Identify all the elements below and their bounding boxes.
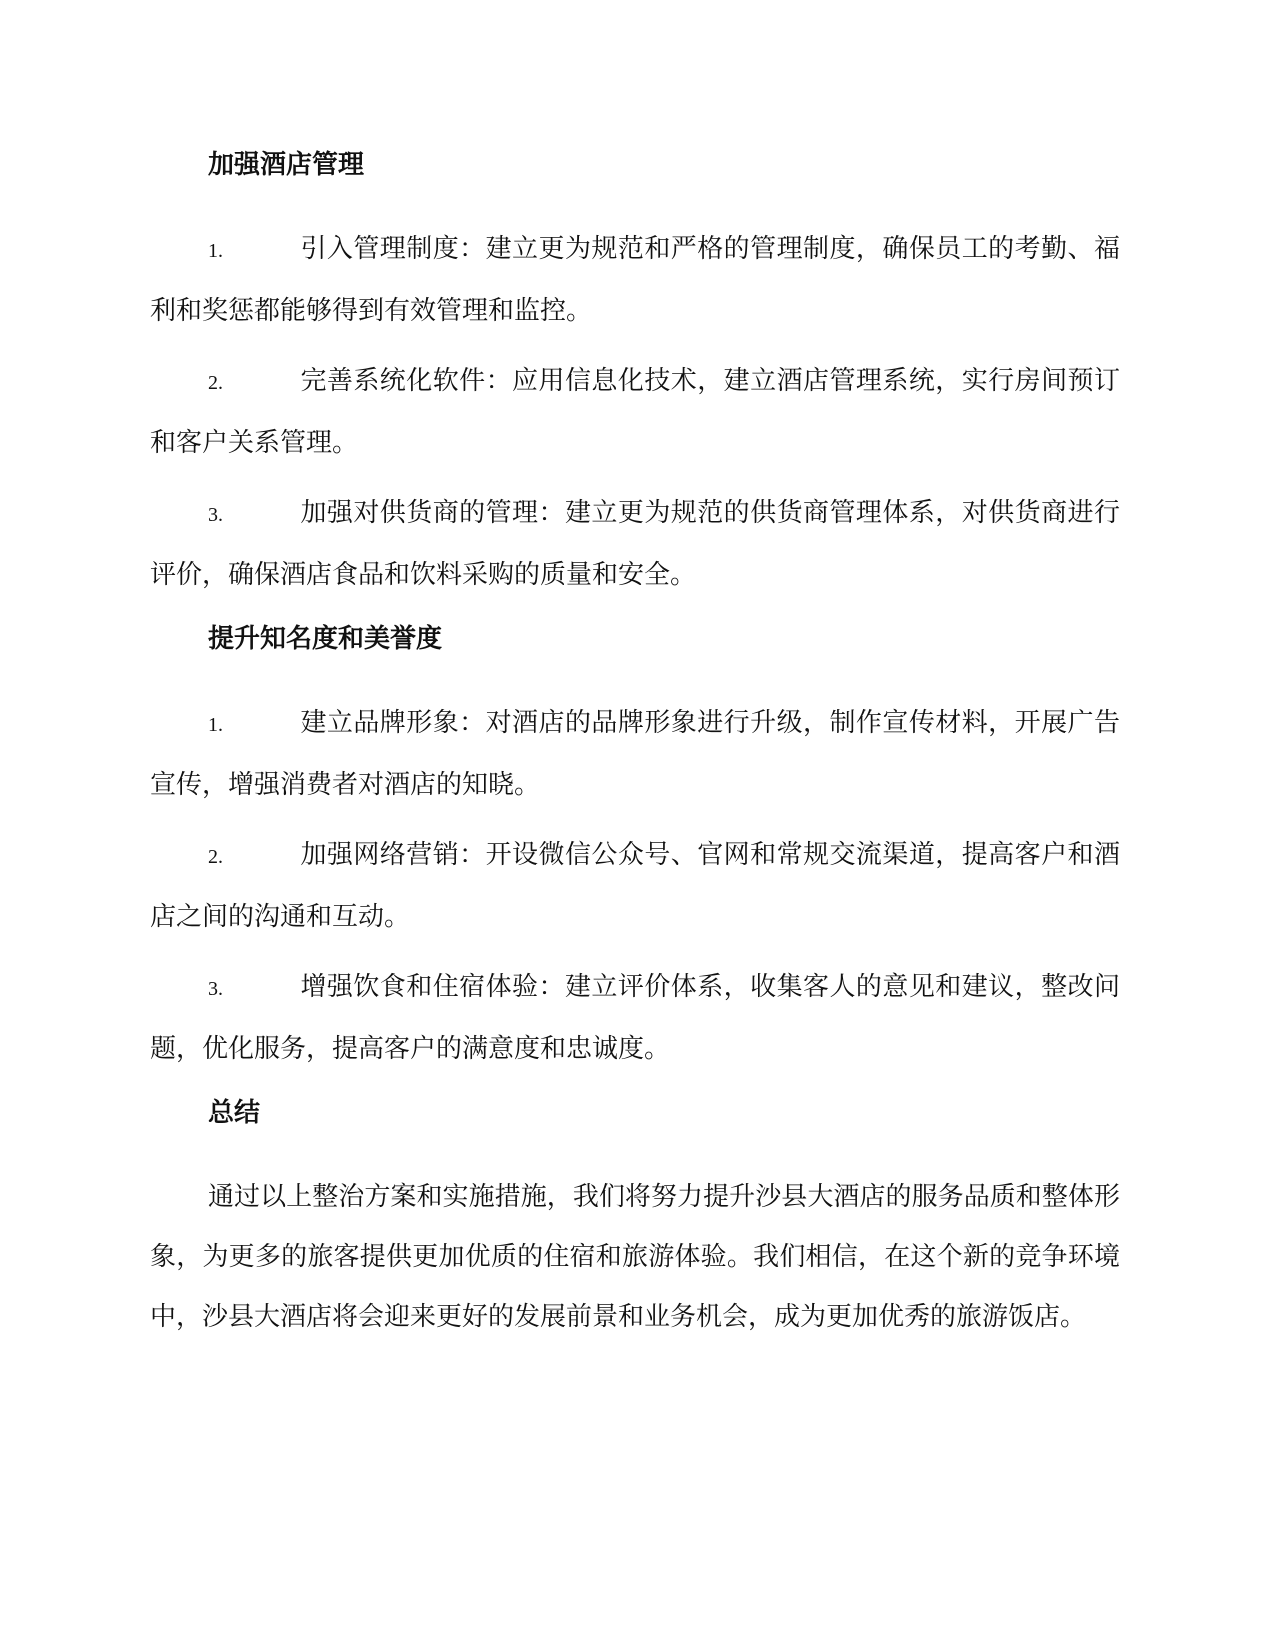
section-heading: 加强酒店管理 bbox=[208, 150, 365, 180]
list-item-text: 加强网络营销：开设微信公众号、官网和常规交流渠道，提高客户和酒店之间的沟通和互动。 bbox=[150, 840, 1120, 932]
list-item bbox=[150, 693, 1120, 815]
list-item-number: 2. bbox=[208, 372, 223, 394]
list-item bbox=[150, 351, 1120, 473]
list-item-number: 3. bbox=[208, 978, 223, 1000]
list-item-number: 2. bbox=[208, 846, 223, 868]
list-item-number: 1. bbox=[208, 240, 223, 262]
list-item-text: 增强饮食和住宿体验：建立评价体系，收集客人的意见和建议，整改问题，优化服务，提高客户的满意度和忠诚度。 bbox=[150, 972, 1120, 1064]
section-heading: 总结 bbox=[208, 1098, 261, 1128]
list-item-number: 1. bbox=[208, 714, 223, 736]
summary-paragraph: 通过以上整治方案和实施措施，我们将努力提升沙县大酒店的服务品质和整体形象，为更多的旅客提供更加优质的住宿和旅游体验。我们相信，在这个新的竞争环境中，沙县大酒店将会迎来更好的发展前景和业务机会，成为更加优秀的旅游饭店。 bbox=[150, 1182, 1120, 1332]
list-item-text: 完善系统化软件：应用信息化技术，建立酒店管理系统，实行房间预订和客户关系管理。 bbox=[150, 366, 1120, 458]
list-item bbox=[150, 483, 1120, 605]
list-item bbox=[150, 219, 1120, 341]
list-item-text: 建立品牌形象：对酒店的品牌形象进行升级，制作宣传材料，开展广告宣传，增强消费者对酒店的知晓。 bbox=[150, 708, 1120, 800]
list-item-text: 加强对供货商的管理：建立更为规范的供货商管理体系，对供货商进行评价，确保酒店食品和饮料采购的质量和安全。 bbox=[150, 498, 1120, 590]
list-item bbox=[150, 825, 1120, 947]
section-hotel-management bbox=[150, 145, 1120, 605]
section-reputation bbox=[150, 619, 1120, 1079]
document-body bbox=[150, 145, 1120, 1347]
list-item bbox=[150, 957, 1120, 1079]
section-summary bbox=[150, 1093, 1120, 1347]
section-heading: 提升知名度和美誉度 bbox=[208, 624, 443, 654]
list-item-number: 3. bbox=[208, 504, 223, 526]
list-item-text: 引入管理制度：建立更为规范和严格的管理制度，确保员工的考勤、福利和奖惩都能够得到有效管理和监控。 bbox=[150, 234, 1120, 326]
